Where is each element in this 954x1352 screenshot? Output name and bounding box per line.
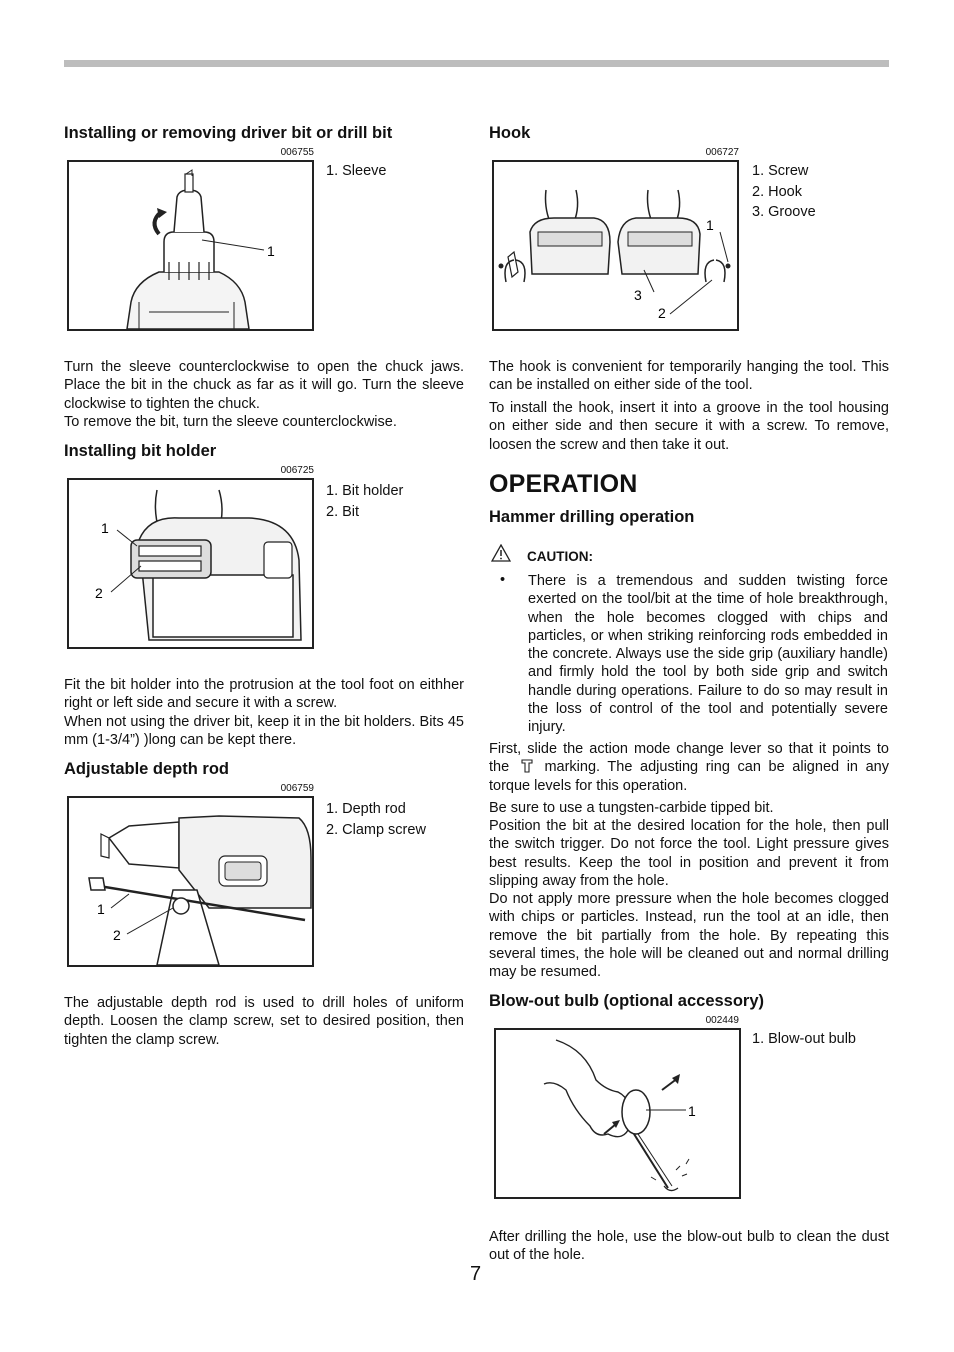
- driver-bit-paragraph: To remove the bit, turn the sleeve counterclockwise.: [64, 414, 397, 430]
- action-mode-paragraph: [489, 740, 889, 795]
- callout-2: 2: [95, 585, 103, 601]
- caution-label: CAUTION:: [527, 549, 593, 564]
- legend-item: 1. Sleeve: [326, 163, 387, 179]
- callout-1: 1: [267, 243, 275, 259]
- bit-holder-legend: [326, 481, 466, 522]
- hook-figure: [492, 160, 739, 331]
- bit-holder-paragraph: When not using the driver bit, keep it in the bit holders. Bits 45 mm (1-3/4”) )long can be kept there.: [64, 714, 464, 749]
- legend-item: 3. Groove: [752, 204, 816, 220]
- operation-title: OPERATION: [489, 470, 638, 498]
- bit-holder-figure: [67, 478, 314, 649]
- driver-bit-figure: [67, 160, 314, 331]
- figure-code: 002449: [705, 1015, 739, 1026]
- legend-item: 2. Hook: [752, 183, 802, 200]
- blowout-figure: [494, 1028, 741, 1199]
- tip-paragraph: Be sure to use a tungsten-carbide tipped bit.: [489, 800, 774, 816]
- callout-3: 3: [634, 287, 642, 303]
- blowout-bulb-illustration: [496, 1030, 739, 1197]
- page-number: 7: [470, 1263, 482, 1285]
- figure-code: 006755: [280, 147, 314, 158]
- hook-paragraph: To install the hook, insert it into a groove in the tool housing on either side and then secure it with a screw. To remove, loosen the screw and then take it out.: [489, 400, 889, 453]
- position-paragraph: Position the bit at the desired location for the hole, then pull the switch trigger. Do not force the tool. Light pressure gives best results. Keep the tool in position and prevent it from slipping away from the hole.: [489, 818, 889, 889]
- hook-illustration: [494, 162, 737, 329]
- warning-triangle-icon: [491, 544, 511, 562]
- callout-2: 2: [658, 305, 666, 321]
- hammer-drilling-heading: Hammer drilling operation: [489, 508, 695, 526]
- hook-legend: [752, 161, 892, 223]
- legend-item: 1. Screw: [752, 163, 809, 179]
- blowout-legend: [752, 1029, 892, 1050]
- drill-chuck-illustration: [69, 162, 312, 329]
- hook-paragraph: The hook is convenient for temporarily hanging the tool. This can be installed on either side of the tool.: [489, 359, 889, 394]
- bit-holder-heading: Installing bit holder: [64, 442, 217, 460]
- hammer-drill-mode-icon: [521, 759, 533, 773]
- depth-rod-figure: [67, 796, 314, 967]
- figure-code: 006725: [280, 465, 314, 476]
- depth-rod-illustration: [69, 798, 312, 965]
- pressure-paragraph: Do not apply more pressure when the hole becomes clogged with chips or particles. Instead, run the tool at an idle, then remove the bit partially from the hole. By repeating this several times, the hole will be cleaned out and normal drilling may be resumed.: [489, 891, 889, 981]
- caution-bullet: There is a tremendous and sudden twisting force exerted on the tool/bit at the time of hole breakthrough, when the hole becomes clogged with chips and particles, or when striking reinforcing rods embedded in the concrete. Always use the side grip (auxiliary handle) and firmly hold the tool by both side grip and switch handle during operations. Failure to do so may result in the loss of control of the tool and potentially severe injury.: [528, 573, 888, 736]
- blowout-heading: Blow-out bulb (optional accessory): [489, 992, 765, 1010]
- blowout-paragraph: After drilling the hole, use the blow-out bulb to clean the dust out of the hole.: [489, 1229, 889, 1264]
- depth-rod-heading: Adjustable depth rod: [64, 760, 229, 778]
- figure-code: 006759: [280, 783, 314, 794]
- header-rule: [64, 60, 889, 67]
- legend-item: 2. Bit: [326, 503, 360, 520]
- callout-1: 1: [688, 1103, 696, 1119]
- legend-item: 1. Blow-out bulb: [752, 1031, 856, 1047]
- bullet-dot: •: [500, 572, 506, 588]
- legend-item: 1. Depth rod: [326, 801, 406, 817]
- depth-rod-paragraph: The adjustable depth rod is used to drill holes of uniform depth. Loosen the clamp screw, set to desired position, then tighten the clamp screw.: [64, 995, 464, 1048]
- legend-item: 1. Bit holder: [326, 483, 404, 499]
- action-mode-text-a: First, slide the action mode change lever so that it points to the: [489, 741, 889, 776]
- driver-bit-legend: [326, 161, 466, 182]
- depth-rod-legend: [326, 799, 466, 840]
- action-mode-text-b: marking. The adjusting ring can be aligned in any torque levels for this operation.: [489, 759, 889, 794]
- callout-2: 2: [113, 927, 121, 943]
- driver-bit-heading: Installing or removing driver bit or drill bit: [64, 124, 393, 142]
- legend-item: 2. Clamp screw: [326, 821, 426, 838]
- driver-bit-paragraph: Turn the sleeve counterclockwise to open the chuck jaws. Place the bit in the chuck as far as it will go. Turn the sleeve clockwise to tighten the chuck.: [64, 359, 464, 412]
- bit-holder-paragraph: Fit the bit holder into the protrusion at the tool foot on eithher right or left side and secure it with a screw.: [64, 677, 464, 712]
- hook-heading: Hook: [489, 124, 531, 142]
- callout-1: 1: [706, 217, 714, 233]
- callout-1: 1: [97, 901, 105, 917]
- bit-holder-illustration: [69, 480, 312, 647]
- callout-1: 1: [101, 520, 109, 536]
- figure-code: 006727: [705, 147, 739, 158]
